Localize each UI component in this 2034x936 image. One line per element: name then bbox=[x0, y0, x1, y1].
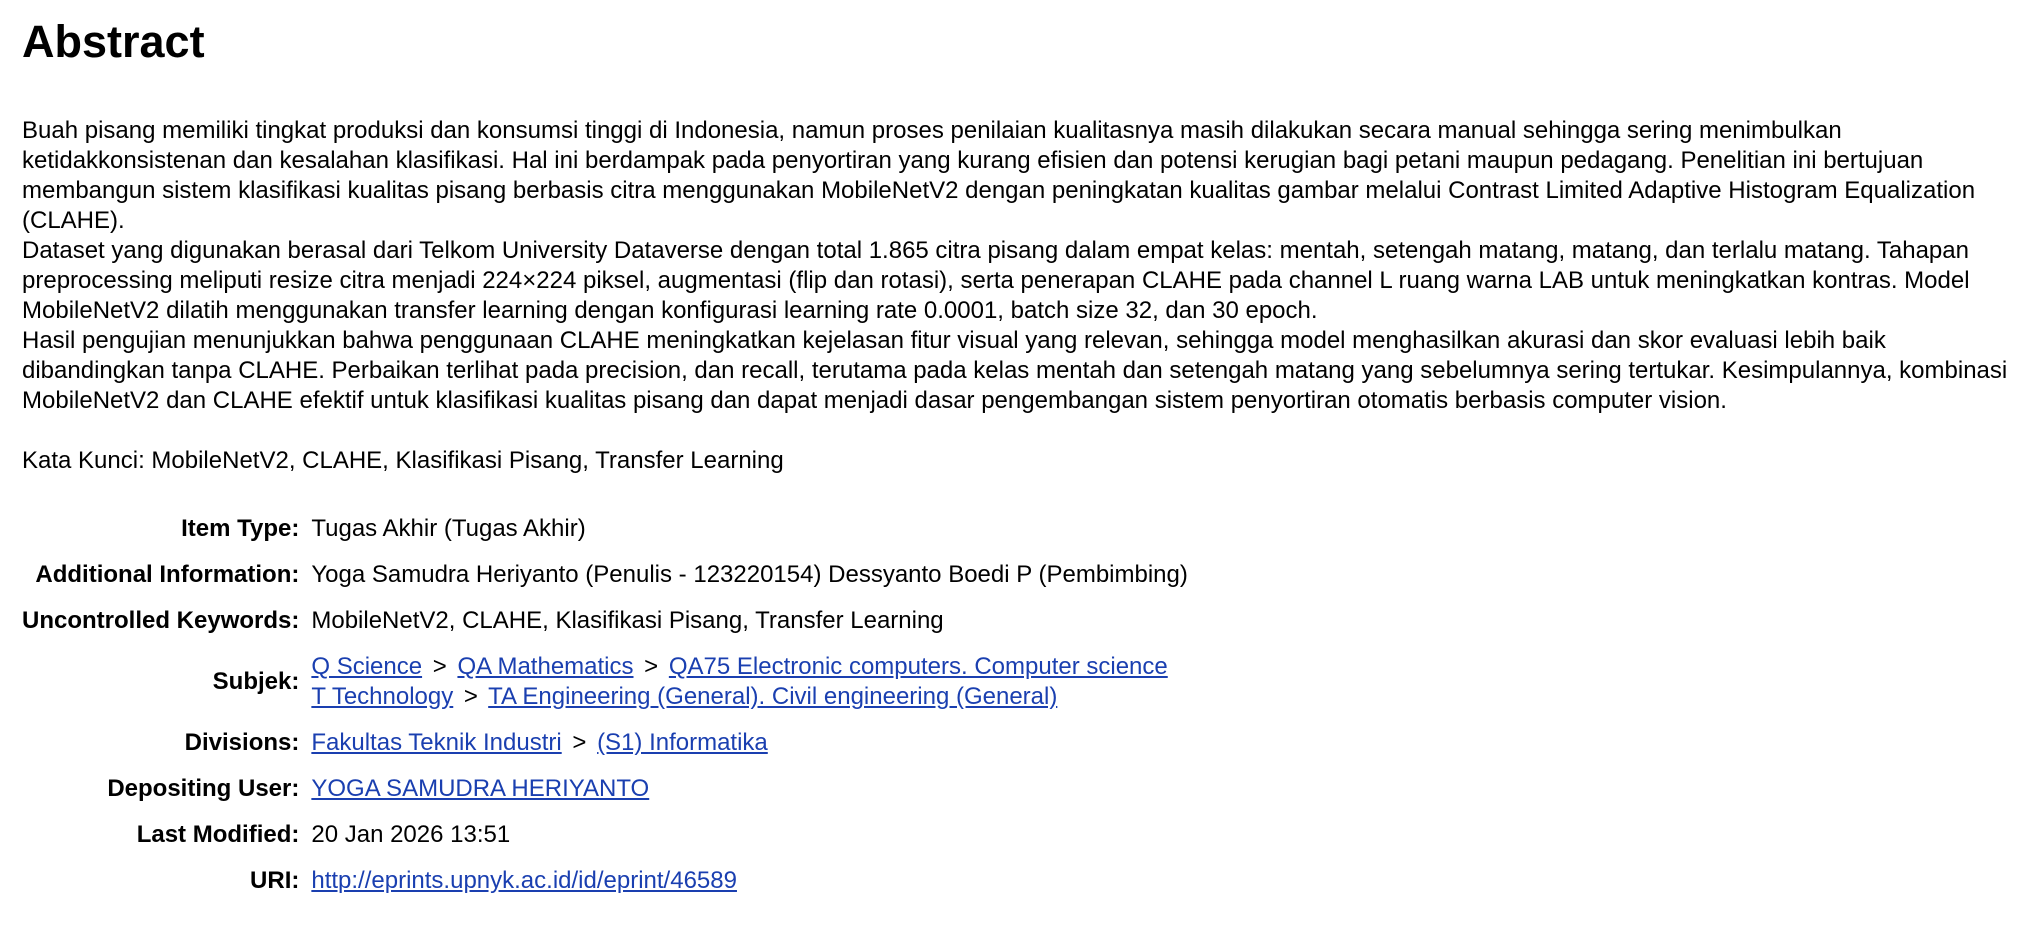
uri-row bbox=[22, 858, 1188, 904]
depositing-user-link[interactable]: YOGA SAMUDRA HERIYANTO bbox=[311, 775, 650, 802]
subjek-line-2 bbox=[311, 682, 1188, 712]
abstract-paragraph-2: Dataset yang digunakan berasal dari Telkom University Dataverse dengan total 1.865 citra pisang dalam empat kelas: mentah, setengah matang, matang, dan terlalu matang. Tahapan preprocessing meliputi resize citra menjadi 224×224 piksel, augmentasi (flip dan rotasi), serta penerapan CLAHE pada channel L ruang warna LAB untuk meningkatkan kontras. Model MobileNetV2 dilatih menggunakan transfer learning dengan konfigurasi learning rate 0.0001, batch size 32, dan 30 epoch. bbox=[22, 237, 1970, 324]
uri-label: URI: bbox=[250, 867, 300, 894]
metadata-table bbox=[22, 506, 1188, 904]
divisions-label: Divisions: bbox=[184, 729, 300, 756]
uncontrolled-keywords-label: Uncontrolled Keywords: bbox=[22, 607, 300, 634]
subject-link-ta-engineering[interactable]: TA Engineering (General). Civil engineering (General) bbox=[488, 683, 1058, 710]
subjek-value bbox=[311, 644, 1188, 720]
last-modified-row bbox=[22, 812, 1188, 858]
uri-value bbox=[311, 858, 1188, 904]
additional-information-label: Additional Information: bbox=[35, 561, 300, 588]
depositing-user-value bbox=[311, 766, 1188, 812]
uri-link[interactable]: http://eprints.upnyk.ac.id/id/eprint/46589 bbox=[311, 867, 737, 894]
subjek-label: Subjek: bbox=[212, 668, 300, 695]
item-type-value: Tugas Akhir (Tugas Akhir) bbox=[311, 515, 586, 542]
keywords-line: Kata Kunci: MobileNetV2, CLAHE, Klasifikasi Pisang, Transfer Learning bbox=[22, 447, 784, 474]
subjek-line-1 bbox=[311, 652, 1188, 682]
subjek-row bbox=[22, 644, 1188, 720]
breadcrumb-separator: > bbox=[463, 683, 478, 710]
depositing-user-row bbox=[22, 766, 1188, 812]
breadcrumb-separator: > bbox=[572, 729, 587, 756]
divisions-row bbox=[22, 720, 1188, 766]
additional-information-value: Yoga Samudra Heriyanto (Penulis - 123220154) Dessyanto Boedi P (Pembimbing) bbox=[311, 561, 1188, 588]
subject-link-qa75-computer-science[interactable]: QA75 Electronic computers. Computer science bbox=[668, 653, 1168, 680]
abstract-paragraph-1: Buah pisang memiliki tingkat produksi dan konsumsi tinggi di Indonesia, namun proses penilaian kualitasnya masih dilakukan secara manual sehingga sering menimbulkan ketidakkonsistenan dan kesalahan klasifikasi. Hal ini berdampak pada penyortiran yang kurang efisien dan potensi kerugian bagi petani maupun pedagang. Penelitian ini bertujuan membangun sistem klasifikasi kualitas pisang berbasis citra menggunakan MobileNetV2 dengan peningkatan kualitas gambar melalui Contrast Limited Adaptive Histogram Equalization (CLAHE). bbox=[22, 117, 1976, 234]
abstract-heading: Abstract bbox=[22, 16, 205, 67]
divisions-value bbox=[311, 720, 1188, 766]
subject-link-q-science[interactable]: Q Science bbox=[311, 653, 423, 680]
item-type-row bbox=[22, 506, 1188, 552]
abstract-paragraph-3: Hasil pengujian menunjukkan bahwa penggunaan CLAHE meningkatkan kejelasan fitur visual yang relevan, sehingga model menghasilkan akurasi dan skor evaluasi lebih baik dibandingkan tanpa CLAHE. Perbaikan terlihat pada precision, dan recall, terutama pada kelas mentah dan setengah matang yang sebelumnya sering tertukar. Kesimpulannya, kombinasi MobileNetV2 dan CLAHE efektif untuk klasifikasi kualitas pisang dan dapat menjadi dasar pengembangan sistem penyortiran otomatis berbasis computer vision. bbox=[22, 327, 2008, 414]
uncontrolled-keywords-value: MobileNetV2, CLAHE, Klasifikasi Pisang, Transfer Learning bbox=[311, 607, 944, 634]
depositing-user-label: Depositing User: bbox=[107, 775, 300, 802]
division-link-fakultas-teknik-industri[interactable]: Fakultas Teknik Industri bbox=[311, 729, 562, 756]
last-modified-value: 20 Jan 2026 13:51 bbox=[311, 821, 511, 848]
abstract-body bbox=[22, 116, 2024, 416]
additional-information-row bbox=[22, 552, 1188, 598]
subject-link-t-technology[interactable]: T Technology bbox=[311, 683, 454, 710]
last-modified-label: Last Modified: bbox=[136, 821, 300, 848]
division-link-informatika[interactable]: (S1) Informatika bbox=[597, 729, 768, 756]
item-type-label: Item Type: bbox=[181, 515, 300, 542]
breadcrumb-separator: > bbox=[432, 653, 447, 680]
uncontrolled-keywords-row bbox=[22, 598, 1188, 644]
breadcrumb-separator: > bbox=[644, 653, 659, 680]
subject-link-qa-mathematics[interactable]: QA Mathematics bbox=[457, 653, 634, 680]
